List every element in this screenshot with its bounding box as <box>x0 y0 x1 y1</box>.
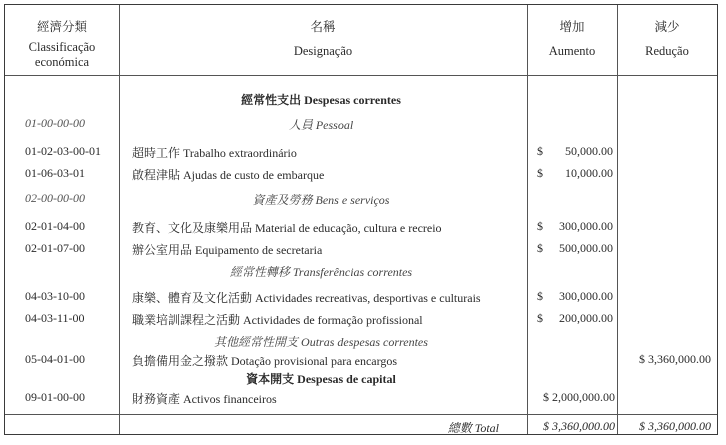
row-aumento: $ 2,000,000.00 <box>543 390 615 404</box>
column-divider <box>617 5 618 434</box>
total-reducao: $ 3,360,000.00 <box>639 419 711 433</box>
row-code: 01-06-03-01 <box>25 166 85 180</box>
section-outras-despesas: 其他經常性開支 Outras despesas correntes <box>214 335 428 349</box>
row-code: 04-03-10-00 <box>25 289 85 303</box>
row-reducao: $ 3,360,000.00 <box>639 352 711 366</box>
row-designation: 啟程津貼 Ajudas de custo de embarque <box>132 168 325 182</box>
header-classificacao: 經濟分類 Classificação económica <box>28 20 96 69</box>
row-designation: 職業培訓課程之活動 Actividades de formação profissional <box>132 313 423 327</box>
row-designation: 負擔備用金之撥款 Dotação provisional para encargos <box>132 354 398 368</box>
row-designation: 教育、文化及康樂用品 Material de educação, cultura e recreio <box>132 221 442 235</box>
total-divider <box>5 414 717 415</box>
row-code: 05-04-01-00 <box>25 352 85 366</box>
section-despesas-capital: 資本開支 Despesas de capital <box>246 372 396 386</box>
row-designation: 辦公室用品 Equipamento de secretaria <box>132 243 323 257</box>
total-label: 總數 Total <box>447 421 499 435</box>
header-designacao: 名稱 Designação <box>293 20 353 58</box>
row-designation: 康樂、體育及文化活動 Actividades recreativas, desportivas e culturais <box>132 291 481 305</box>
group-code: 02-00-00-00 <box>25 191 85 205</box>
header-aumento: 增加 Aumento <box>548 20 596 58</box>
group-title: 資產及勞務 Bens e serviços <box>252 193 390 207</box>
group-code: 01-00-00-00 <box>25 116 85 130</box>
section-transferencias-correntes: 經常性轉移 Transferências correntes <box>229 265 413 279</box>
group-title: 人員 Pessoal <box>288 118 354 132</box>
header-divider <box>5 75 717 76</box>
row-designation: 超時工作 Trabalho extraordinário <box>132 146 297 160</box>
header-reducao: 減少 Redução <box>645 20 689 58</box>
section-despesas-correntes: 經常性支出 Despesas correntes <box>241 93 401 107</box>
budget-table: 經濟分類 Classificação económica 名稱 Designação 增加 Aumento 減少 Redução 經常性支出 Despesas correntes 01-00-00-00 人員 Pessoal 01-02-03-00-01 超時工作 Trabalho extraordinário $ 50,000.00 01-06-03-01 啟程津貼 Ajudas de custo de embarque $ 10,000.00 02-00-00-00 資產及勞務 Bens e serviços 02-01-04-00 教育、文化及康樂用品 Material de educação, cultura e recreio $ 300,000.00 02-01-07-00 辦公室用品 Equipamento de secretaria $ 500,000.00 經常性轉移 Transferências correntes 04-03-10-00 康樂、體育及文化活動 Actividades recreativas, desportivas e culturais $ 300,000.00 04-03-11-00 職業培訓課程之活動 Actividades de formação profissional $ 200,000.00 其他經常性開支 Outras despesas correntes 05-04-01-00 負擔備用金之撥款 Dotação provisional para encargos $ 3,360,000.00 資本開支 Despesas de capital 09-01-00-00 財務資產 Activos financeiros $ 2,000,000.00 總數 Total $ 3,360,000.00 $ 3,360,000.00 <box>4 4 718 435</box>
row-designation: 財務資產 Activos financeiros <box>132 392 277 406</box>
column-divider <box>527 5 528 434</box>
row-code: 02-01-04-00 <box>25 219 85 233</box>
row-code: 01-02-03-00-01 <box>25 144 101 158</box>
row-code: 09-01-00-00 <box>25 390 85 404</box>
total-aumento: $ 3,360,000.00 <box>543 419 615 433</box>
row-code: 02-01-07-00 <box>25 241 85 255</box>
row-code: 04-03-11-00 <box>25 311 85 325</box>
